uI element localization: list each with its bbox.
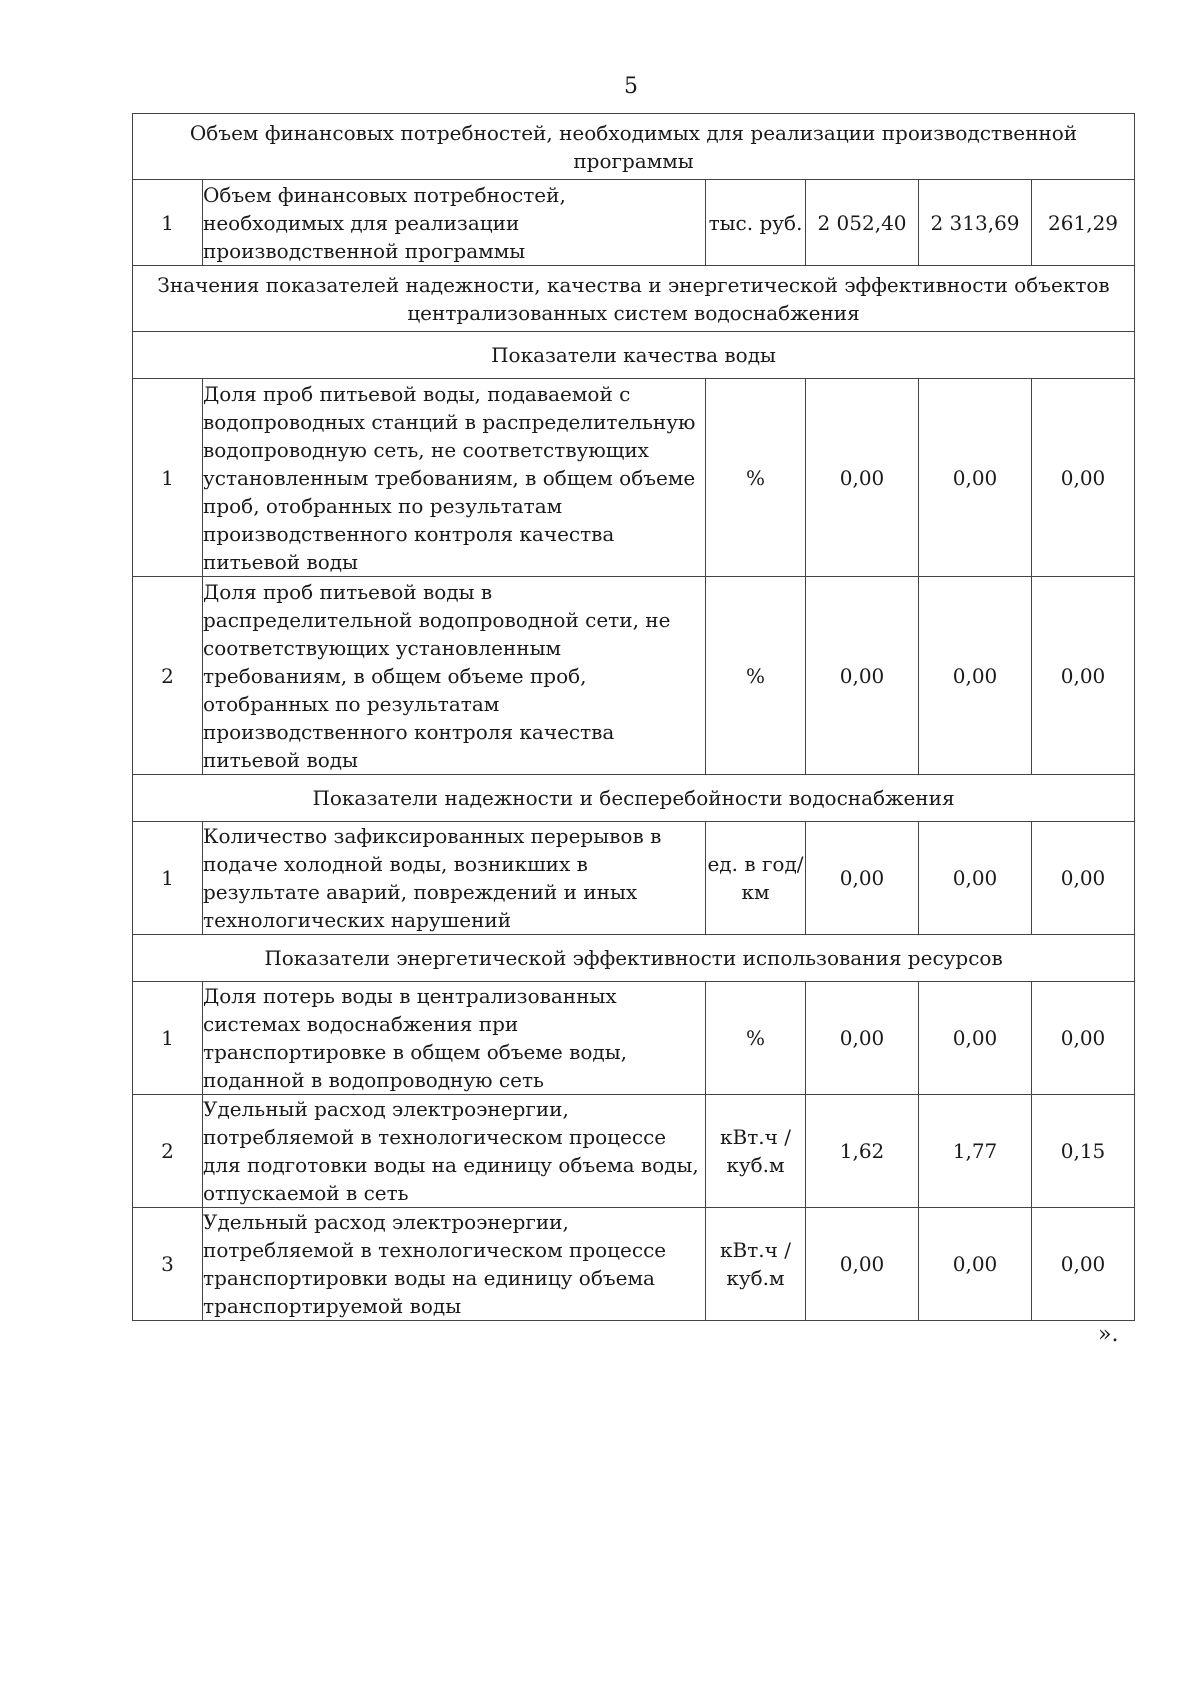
row-value-1: 2 052,40 [806, 180, 919, 266]
table-row [133, 1095, 1135, 1208]
row-value-1: 0,00 [806, 577, 919, 775]
page-number: 5 [624, 74, 638, 99]
row-value-2: 0,00 [919, 822, 1032, 935]
section-title: Объем финансовых потребностей, необходимых для реализации производственной программы [133, 114, 1135, 180]
row-description: Доля проб питьевой воды, подаваемой с водопроводных станций в распределительную водопроводную сеть, не соответствующих установленным требованиям, в общем объеме проб, отобранных по результатам производственного контроля качества питьевой воды [203, 379, 706, 577]
row-unit: тыс. руб. [706, 180, 806, 266]
row-value-2: 2 313,69 [919, 180, 1032, 266]
row-value-2: 0,00 [919, 577, 1032, 775]
row-value-3: 0,00 [1032, 1208, 1135, 1321]
row-unit: % [706, 982, 806, 1095]
table-row [133, 379, 1135, 577]
closing-quote: ». [1098, 1322, 1119, 1347]
row-value-2: 0,00 [919, 379, 1032, 577]
row-value-3: 0,00 [1032, 982, 1135, 1095]
row-description: Удельный расход электроэнергии, потребляемой в технологическом процессе транспортировки воды на единицу объема транспортируемой воды [203, 1208, 706, 1321]
row-number: 2 [133, 577, 203, 775]
table-row [133, 1208, 1135, 1321]
row-number: 3 [133, 1208, 203, 1321]
section-header-row [133, 266, 1135, 332]
row-value-3: 0,00 [1032, 577, 1135, 775]
row-unit: кВт.ч / куб.м [706, 1095, 806, 1208]
row-number: 1 [133, 180, 203, 266]
section-title: Показатели энергетической эффективности использования ресурсов [133, 935, 1135, 982]
table-row [133, 180, 1135, 266]
section-title: Показатели надежности и бесперебойности водоснабжения [133, 775, 1135, 822]
section-title: Показатели качества воды [133, 332, 1135, 379]
row-number: 1 [133, 982, 203, 1095]
row-value-3: 0,00 [1032, 822, 1135, 935]
row-value-1: 1,62 [806, 1095, 919, 1208]
row-unit: кВт.ч / куб.м [706, 1208, 806, 1321]
row-description: Удельный расход электроэнергии, потребляемой в технологическом процессе для подготовки воды на единицу объема воды, отпускаемой в сеть [203, 1095, 706, 1208]
row-number: 1 [133, 379, 203, 577]
table-row [133, 822, 1135, 935]
table-row [133, 577, 1135, 775]
row-number: 2 [133, 1095, 203, 1208]
row-value-3: 0,00 [1032, 379, 1135, 577]
row-value-1: 0,00 [806, 822, 919, 935]
row-value-2: 1,77 [919, 1095, 1032, 1208]
row-value-3: 0,15 [1032, 1095, 1135, 1208]
section-header-row [133, 935, 1135, 982]
row-description: Доля проб питьевой воды в распределительной водопроводной сети, не соответствующих установленным требованиям, в общем объеме проб, отобранных по результатам производственного контроля качества питьевой воды [203, 577, 706, 775]
row-value-1: 0,00 [806, 982, 919, 1095]
row-value-1: 0,00 [806, 379, 919, 577]
row-value-2: 0,00 [919, 982, 1032, 1095]
row-unit: ед. в год/ км [706, 822, 806, 935]
row-description: Количество зафиксированных перерывов в подаче холодной воды, возникших в результате аварий, повреждений и иных технологических нарушений [203, 822, 706, 935]
row-value-3: 261,29 [1032, 180, 1135, 266]
row-unit: % [706, 379, 806, 577]
section-header-row [133, 114, 1135, 180]
row-value-1: 0,00 [806, 1208, 919, 1321]
row-value-2: 0,00 [919, 1208, 1032, 1321]
row-description: Доля потерь воды в централизованных системах водоснабжения при транспортировке в общем объеме воды, поданной в водопроводную сеть [203, 982, 706, 1095]
indicators-table [132, 113, 1135, 1321]
section-header-row [133, 332, 1135, 379]
section-header-row [133, 775, 1135, 822]
row-unit: % [706, 577, 806, 775]
table-row [133, 982, 1135, 1095]
row-description: Объем финансовых потребностей, необходимых для реализации производственной программы [203, 180, 706, 266]
row-number: 1 [133, 822, 203, 935]
section-title: Значения показателей надежности, качества и энергетической эффективности объектов централизованных систем водоснабжения [133, 266, 1135, 332]
